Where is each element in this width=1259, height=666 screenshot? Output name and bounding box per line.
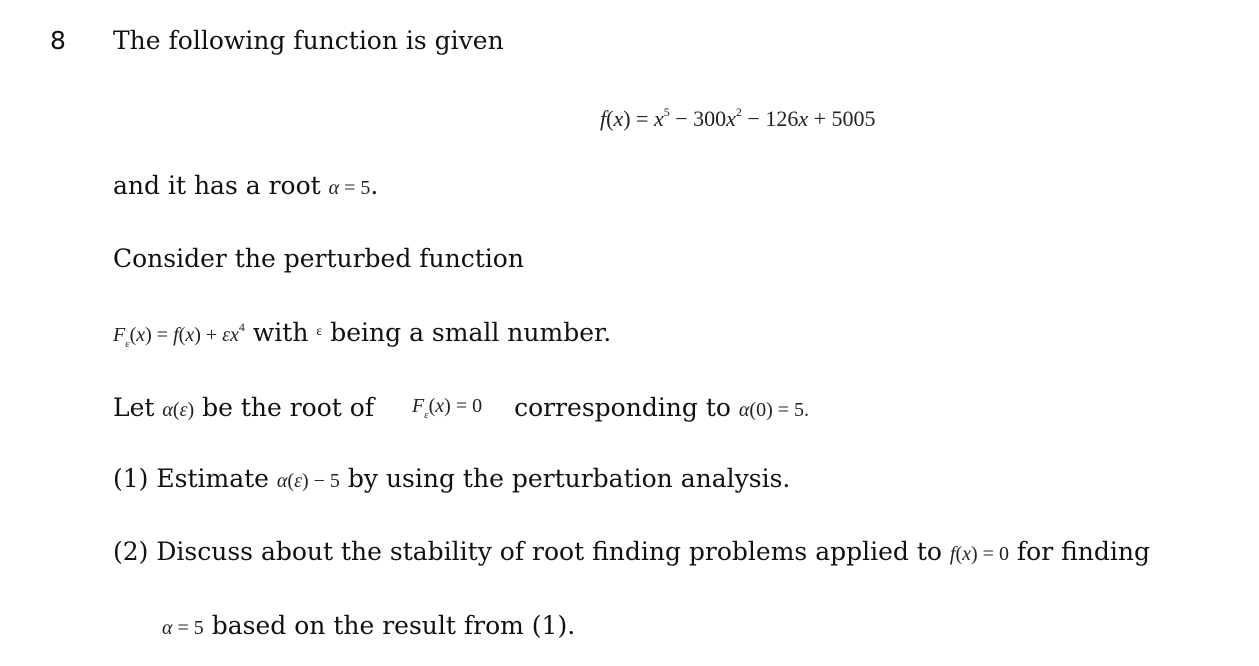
- part2-label: (2): [113, 537, 149, 566]
- small-number-text: being a small number.: [330, 318, 612, 347]
- part2-line: [113, 537, 1150, 569]
- function-formula: $f(x) = x^5 - 300x^2 - 126x + 5005$: [600, 105, 876, 131]
- part2-expression: f(x) = 0: [949, 543, 1009, 565]
- epsilon-symbol: ε: [316, 324, 323, 339]
- root-sentence-text: and it has a root: [113, 171, 321, 200]
- part2-text-c: based on the result from (1).: [211, 611, 576, 640]
- part1-expression: α(ε) − 5: [276, 470, 340, 492]
- let-word: Let: [113, 393, 155, 422]
- root-sentence: [113, 171, 378, 203]
- root-period: .: [370, 171, 379, 200]
- part2-continuation: [162, 611, 575, 643]
- part2-text-b: for finding: [1016, 537, 1151, 566]
- root-value: α = 5: [328, 177, 371, 199]
- part1-label: (1): [113, 464, 149, 493]
- corresponding-text: corresponding to: [514, 393, 731, 422]
- part1-line: [113, 464, 790, 496]
- part1-text-a: Estimate: [156, 464, 269, 493]
- with-word: with: [252, 318, 309, 347]
- root-of-text: be the root of: [202, 393, 375, 422]
- part1-text-b: by using the perturbation analysis.: [347, 464, 791, 493]
- alpha-eps: α(ε): [162, 399, 195, 421]
- perturbed-intro: Consider the perturbed function: [113, 244, 524, 273]
- let-line: [113, 391, 809, 425]
- problem-number: 8: [50, 26, 66, 55]
- part2-text-a: Discuss about the stability of root finding problems applied to: [156, 537, 942, 566]
- part2-root: α = 5: [162, 617, 204, 639]
- F-eq-zero: $F_\varepsilon(x) = 0$: [412, 395, 483, 421]
- intro-text: The following function is given: [113, 26, 504, 55]
- alpha-zero: α(0) = 5.: [738, 399, 810, 421]
- perturbed-formula-line: [113, 317, 611, 350]
- perturbed-formula: $F_\varepsilon(x) = f(x) + \varepsilon x^4$: [113, 320, 245, 350]
